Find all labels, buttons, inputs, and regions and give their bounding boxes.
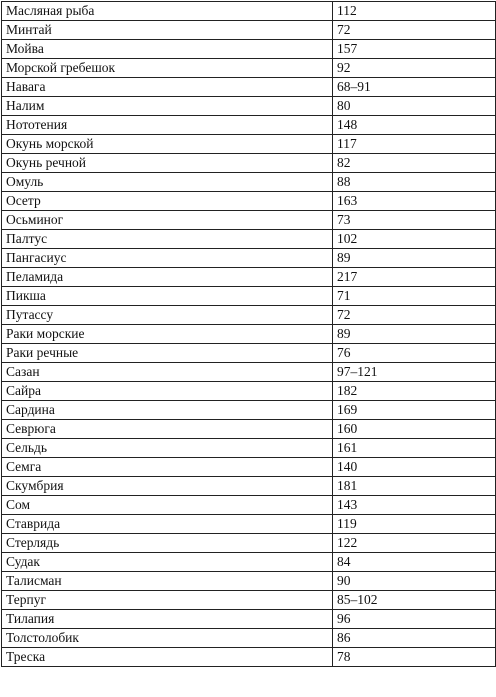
table-row xyxy=(2,287,496,306)
fish-name-cell: Пикша xyxy=(2,287,333,306)
fish-name-cell: Окунь морской xyxy=(2,135,333,154)
table-row xyxy=(2,591,496,610)
table-row xyxy=(2,648,496,667)
calorie-value-cell: 148 xyxy=(333,116,496,135)
calorie-value-cell: 163 xyxy=(333,192,496,211)
fish-name-cell: Омуль xyxy=(2,173,333,192)
table-row xyxy=(2,572,496,591)
calorie-value-cell: 157 xyxy=(333,40,496,59)
fish-name-cell: Налим xyxy=(2,97,333,116)
table-row xyxy=(2,116,496,135)
calorie-value-cell: 84 xyxy=(333,553,496,572)
table-row xyxy=(2,439,496,458)
fish-name-cell: Стерлядь xyxy=(2,534,333,553)
table-row xyxy=(2,173,496,192)
calorie-value-cell: 82 xyxy=(333,154,496,173)
calorie-value-cell: 217 xyxy=(333,268,496,287)
fish-name-cell: Морской гребешок xyxy=(2,59,333,78)
fish-name-cell: Сардина xyxy=(2,401,333,420)
calorie-value-cell: 182 xyxy=(333,382,496,401)
calorie-value-cell: 102 xyxy=(333,230,496,249)
fish-name-cell: Ставрида xyxy=(2,515,333,534)
fish-name-cell: Сом xyxy=(2,496,333,515)
table-row xyxy=(2,610,496,629)
fish-name-cell: Талисман xyxy=(2,572,333,591)
fish-name-cell: Сазан xyxy=(2,363,333,382)
table-row xyxy=(2,2,496,21)
fish-name-cell: Терпуг xyxy=(2,591,333,610)
calorie-value-cell: 71 xyxy=(333,287,496,306)
fish-name-cell: Палтус xyxy=(2,230,333,249)
calorie-value-cell: 86 xyxy=(333,629,496,648)
calorie-value-cell: 76 xyxy=(333,344,496,363)
table-row xyxy=(2,211,496,230)
fish-name-cell: Навага xyxy=(2,78,333,97)
calorie-value-cell: 181 xyxy=(333,477,496,496)
calorie-value-cell: 169 xyxy=(333,401,496,420)
calorie-value-cell: 97–121 xyxy=(333,363,496,382)
fish-name-cell: Минтай xyxy=(2,21,333,40)
fish-name-cell: Скумбрия xyxy=(2,477,333,496)
table-row xyxy=(2,21,496,40)
table-row xyxy=(2,382,496,401)
table-row xyxy=(2,249,496,268)
calorie-value-cell: 160 xyxy=(333,420,496,439)
table-row xyxy=(2,192,496,211)
calorie-value-cell: 80 xyxy=(333,97,496,116)
calorie-value-cell: 92 xyxy=(333,59,496,78)
table-row xyxy=(2,154,496,173)
calorie-value-cell: 73 xyxy=(333,211,496,230)
fish-name-cell: Пеламида xyxy=(2,268,333,287)
calorie-value-cell: 143 xyxy=(333,496,496,515)
calorie-value-cell: 89 xyxy=(333,325,496,344)
table-row xyxy=(2,477,496,496)
table-row xyxy=(2,363,496,382)
calorie-value-cell: 112 xyxy=(333,2,496,21)
table-row xyxy=(2,97,496,116)
table-row xyxy=(2,420,496,439)
fish-name-cell: Раки речные xyxy=(2,344,333,363)
fish-name-cell: Семга xyxy=(2,458,333,477)
table-row xyxy=(2,325,496,344)
table-row xyxy=(2,401,496,420)
calorie-value-cell: 89 xyxy=(333,249,496,268)
fish-name-cell: Судак xyxy=(2,553,333,572)
fish-name-cell: Треска xyxy=(2,648,333,667)
table-row xyxy=(2,268,496,287)
table-row xyxy=(2,230,496,249)
fish-name-cell: Путассу xyxy=(2,306,333,325)
table-row xyxy=(2,496,496,515)
fish-name-cell: Севрюга xyxy=(2,420,333,439)
fish-name-cell: Сельдь xyxy=(2,439,333,458)
fish-name-cell: Осетр xyxy=(2,192,333,211)
calorie-value-cell: 161 xyxy=(333,439,496,458)
table-row xyxy=(2,629,496,648)
fish-name-cell: Пангасиус xyxy=(2,249,333,268)
calorie-value-cell: 72 xyxy=(333,306,496,325)
fish-name-cell: Сайра xyxy=(2,382,333,401)
calorie-value-cell: 119 xyxy=(333,515,496,534)
fish-name-cell: Тилапия xyxy=(2,610,333,629)
table-row xyxy=(2,458,496,477)
table-body xyxy=(2,2,496,667)
calorie-value-cell: 90 xyxy=(333,572,496,591)
calorie-value-cell: 88 xyxy=(333,173,496,192)
fish-calorie-table xyxy=(1,1,496,667)
table-row xyxy=(2,553,496,572)
table-row xyxy=(2,78,496,97)
fish-name-cell: Мойва xyxy=(2,40,333,59)
fish-name-cell: Окунь речной xyxy=(2,154,333,173)
table-row xyxy=(2,344,496,363)
fish-name-cell: Масляная рыба xyxy=(2,2,333,21)
table-row xyxy=(2,135,496,154)
fish-name-cell: Раки морские xyxy=(2,325,333,344)
table-row xyxy=(2,59,496,78)
calorie-value-cell: 96 xyxy=(333,610,496,629)
fish-name-cell: Толстолобик xyxy=(2,629,333,648)
table-row xyxy=(2,306,496,325)
fish-name-cell: Нототения xyxy=(2,116,333,135)
calorie-value-cell: 78 xyxy=(333,648,496,667)
fish-name-cell: Осьминог xyxy=(2,211,333,230)
table-row xyxy=(2,534,496,553)
calorie-value-cell: 122 xyxy=(333,534,496,553)
calorie-value-cell: 85–102 xyxy=(333,591,496,610)
calorie-value-cell: 117 xyxy=(333,135,496,154)
calorie-value-cell: 72 xyxy=(333,21,496,40)
table-row xyxy=(2,40,496,59)
calorie-value-cell: 140 xyxy=(333,458,496,477)
table-row xyxy=(2,515,496,534)
calorie-value-cell: 68–91 xyxy=(333,78,496,97)
